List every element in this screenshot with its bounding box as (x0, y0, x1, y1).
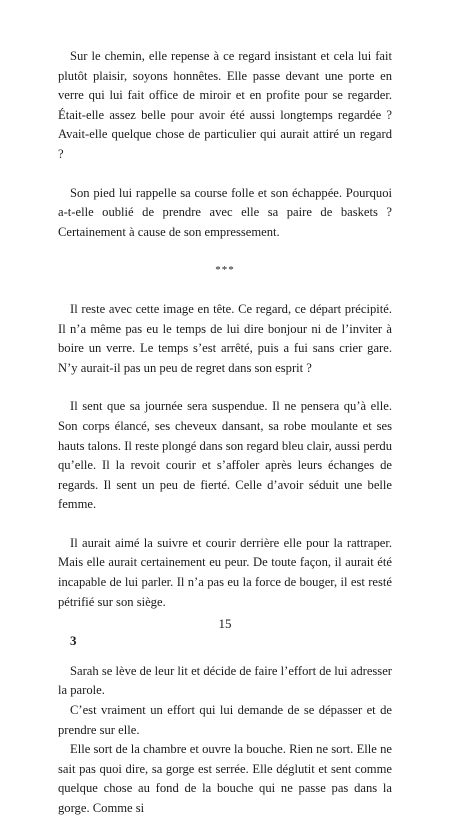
paragraph-gap (58, 515, 392, 534)
scene-separator: *** (215, 264, 235, 277)
paragraph-gap (58, 242, 392, 261)
paragraph-gap (58, 165, 392, 184)
page-number: 15 (218, 616, 232, 631)
paragraph: Elle sort de la chambre et ouvre la bouche. Rien ne sort. Elle ne sait pas quoi dire, sa gorge est serrée. Elle déglutit et sent comme quelque chose au fond de la bouche qui ne passe pas dans la gorge. Comme si (58, 742, 392, 815)
page-body (58, 47, 392, 819)
paragraph: C’est vraiment un effort qui lui demande de se dépasser et de prendre sur elle. (58, 703, 392, 737)
paragraph-gap (58, 281, 392, 300)
paragraph: Il reste avec cette image en tête. Ce regard, ce départ précipité. Il n’a même pas eu le temps de lui dire bonjour ni de l’inviter à boire un verre. Le temps s’est arrêté, puis a fui sans crier gare. N’y aurait-il pas un peu de regret dans son esprit ? (58, 301, 392, 375)
paragraph-gap (58, 378, 392, 397)
paragraph: Sur le chemin, elle repense à ce regard insistant et cela lui fait plutôt plaisir, soyons honnêtes. Elle passe devant une porte en verre qui lui fait office de miroir et en profite pour se regarder. Était-elle assez belle pour avoir été aussi longtemps regardée ? Avait-elle quelque chose de particulier qui aurait attiré un regard ? (58, 49, 392, 161)
paragraph-gap (58, 651, 392, 662)
paragraph: Son pied lui rappelle sa course folle et son échappée. Pourquoi a-t-elle oublié de prendre avec elle sa paire de baskets ? Certainement à cause de son empressement. (58, 185, 392, 239)
paragraph: Il sent que sa journée sera suspendue. Il ne pensera qu’à elle. Son corps élancé, ses cheveux dansant, sa robe moulante et ses hauts talons. Il reste plongé dans son regard bleu clair, aussi perdu qu’elle. Il la revoit courir et s’affoler après leurs échanges de regards. Il sent un peu de fierté. Celle d’avoir séduit une belle femme. (58, 399, 392, 512)
paragraph: Sarah se lève de leur lit et décide de faire l’effort de lui adresser la parole. (58, 663, 392, 698)
paragraph: Il aurait aimé la suivre et courir derrière elle pour la rattraper. Mais elle aurait certainement eu peur. De toute façon, il aurait été incapable de lui parler. Il n’a pas eu la force de bouger, il est resté pétrifié sur son siège. (58, 535, 392, 609)
chapter-heading: 3 (70, 633, 77, 649)
